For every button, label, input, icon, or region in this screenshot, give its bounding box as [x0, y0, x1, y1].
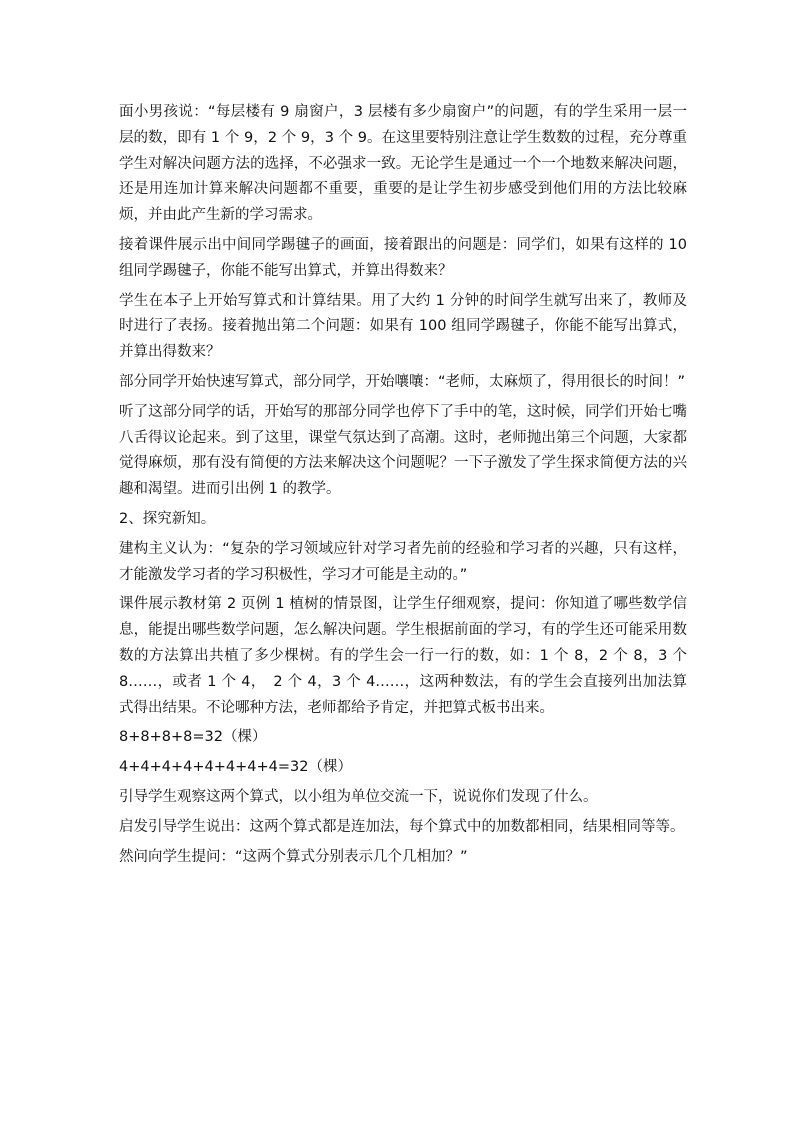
equation-1: 8+8+8+8=32（棵）: [119, 729, 267, 746]
paragraph-8: 课件展示教材第 2 页例 1 植树的情景图，让学生仔细观察，提问：你知道了哪些数学信息，能提出哪些数学问题，怎么解决问题。学生根据前面的学习，有的学生还可能采用数数的方法算出共植了多少棵树。有的学生会一行一行的数，如：1 个 8，2 个 8，3 个 8……，或者 1 个 4， 2 个 4，3 个 4……，这两种数法，有的学生会直接列出加法算式得出结果。不论哪种方法，老师都给予肯定，并把算式板书出来。: [119, 596, 687, 716]
paragraph-5: 听了这部分同学的话，开始写的那部分同学也停下了手中的笔，这时候，同学们开始七嘴八舌得议论起来。到了这里，课堂气氛达到了高潮。这时，老师抛出第三个问题，大家都觉得麻烦，那有没有简便的方法来解决这个问题呢？一下子激发了学生探求简便方法的兴趣和渴望。进而引出例 1 的教学。: [119, 403, 687, 498]
paragraph-13: 然问向学生提问：“这两个算式分别表示几个几相加？”: [119, 848, 468, 865]
document-body: [119, 100, 687, 874]
paragraph-4: 部分同学开始快速写算式，部分同学，开始嚷嚷：“老师，太麻烦了，得用很长的时间！”: [119, 373, 686, 390]
paragraph-2: 接着课件展示出中间同学踢毽子的画面，接着跟出的问题是：同学们，如果有这样的 10 组同学踢毽子，你能不能写出算式，并算出得数来？: [119, 236, 687, 279]
section-heading: 2、探究新知。: [119, 510, 216, 527]
paragraph-11: 引导学生观察这两个算式，以小组为单位交流一下，说说你们发现了什么。: [119, 788, 598, 805]
equation-2: 4+4+4+4+4+4+4+4=32（棵）: [119, 759, 352, 776]
paragraph-7: 建构主义认为：“复杂的学习领域应针对学习者先前的经验和学习者的兴趣，只有这样，才能激发学习者的学习积极性，学习才可能是主动的。”: [119, 540, 687, 583]
paragraph-12: 启发引导学生说出：这两个算式都是连加法，每个算式中的加数都相同，结果相同等等。: [119, 818, 685, 835]
paragraph-1: 面小男孩说：“每层楼有 9 扇窗户，3 层楼有多少扇窗户”的问题，有的学生采用一层一层的数，即有 1 个 9，2 个 9，3 个 9。在这里要特别注意让学生数数的过程，充分尊重学生对解决问题方法的选择，不必强求一致。无论学生是通过一个一个地数来解决问题，还是用连加计算来解决问题都不重要，重要的是让学生初步感受到他们用的方法比较麻烦，并由此产生新的学习需求。: [119, 104, 687, 224]
paragraph-3: 学生在本子上开始写算式和计算结果。用了大约 1 分钟的时间学生就写出来了，教师及时进行了表扬。接着抛出第二个问题：如果有 100 组同学踢毽子，你能不能写出算式，并算出得数来？: [119, 292, 687, 361]
